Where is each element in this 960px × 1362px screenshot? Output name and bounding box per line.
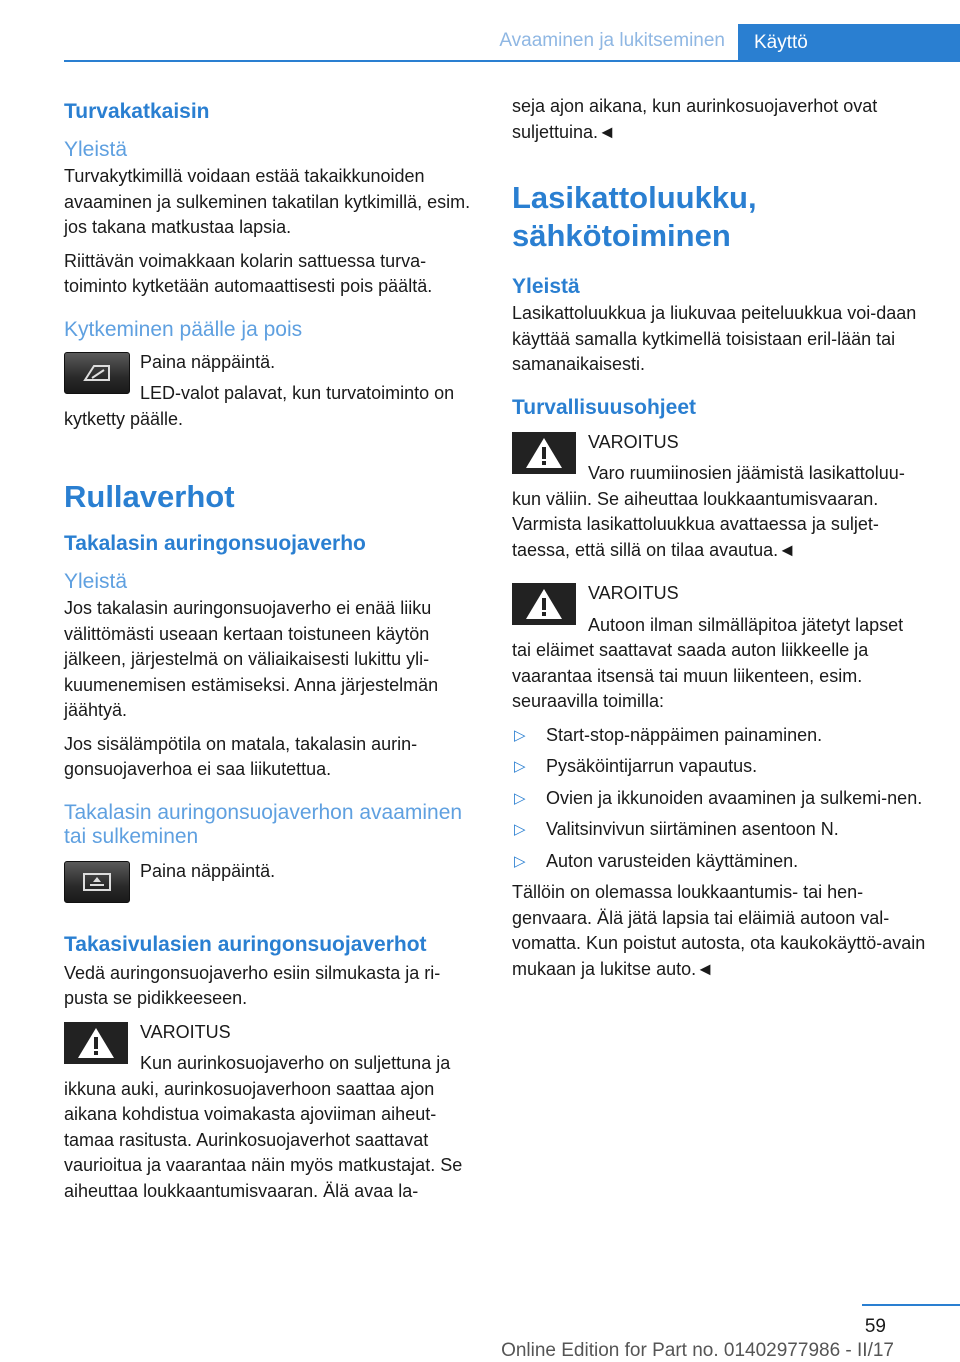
triangle-bullet-icon: ▷: [514, 726, 526, 744]
header-section-title: Avaaminen ja lukitseminen: [499, 30, 725, 51]
triangle-bullet-icon: ▷: [514, 821, 526, 838]
list-item: [512, 786, 926, 812]
paragraph: Paina näppäintä.: [140, 351, 276, 372]
warning-block: [64, 1020, 478, 1205]
paragraph: Riittävän voimakkaan kolarin sattuessa turva-toiminto kytketään automaattisesti pois päältä.: [64, 250, 433, 296]
instruction-sunshade: [64, 859, 478, 919]
paragraph: Jos sisälämpötila on matala, takalasin aurin-gonsuojaverhoa ei saa liikutettua.: [64, 733, 418, 779]
list-item-text: Ovien ja ikkunoiden avaaminen ja sulkemi-nen.: [546, 787, 923, 808]
warning-text: Kun aurinkosuojaverho on suljettuna ja ikkuna auki, aurinkosuojaverhoon saattaa ajon aikana kohdistua voimakasta ajoviiman aiheut-tamaa rasitusta. Aurinkosuojaverhot saattavat vaurioitua ja vaarantaa näin myös matkustajat. Se aiheuttaa loukkaantumisvaaran. Älä avaa la-: [64, 1053, 463, 1201]
heading-avaaminen: Takalasin auringonsuojaverhon avaaminen tai sulkeminen: [64, 800, 463, 848]
list-item: [512, 723, 926, 749]
list-item: [512, 817, 926, 843]
paragraph: Jos takalasin auringonsuojaverho ei enää liiku välittömästi useaan kertaan toistuneen käytön jälkeen, järjestelmä on väliaikaisesti lukittu yli-kuumenemisen estämiseksi. Anna järjestelmän jäähtyä.: [64, 598, 439, 720]
warning-triangle-icon: [512, 583, 576, 625]
triangle-bullet-icon: ▷: [514, 789, 526, 807]
warning-text: Varo ruumiinosien jäämistä lasikattoluu-kun väliin. Se aiheuttaa loukkaantumisvaaran. Varmista lasikattoluukkua avattaessa ja suljet-taessa, että sillä on tilaa avautua.◄: [512, 463, 905, 560]
header-chapter-tab: Käyttö: [738, 24, 960, 62]
edition-note: Online Edition for Part no. 01402977986 - II/17: [501, 1340, 894, 1361]
bullet-list: [512, 723, 926, 875]
page-number: 59: [864, 1316, 886, 1337]
header-rule: [64, 60, 960, 62]
heading-takalasin: Takalasin auringonsuojaverho: [64, 532, 366, 555]
warning-block: [512, 430, 926, 564]
list-item: [512, 849, 926, 875]
warning-block: [512, 581, 926, 715]
heading-lasikattoluukku: Lasikattoluukku, sähkötoiminen: [512, 180, 757, 253]
list-item-text: Pysäköintijarrun vapautus.: [546, 756, 758, 776]
list-item-text: Start-stop-näppäimen painaminen.: [546, 724, 823, 745]
paragraph: Tällöin on olemassa loukkaantumis- tai hen-genvaara. Älä jätä lapsia tai eläimiä autoon val-vomatta. Kun poistut autosta, ota kaukokäyttö-avain mukaan ja lukitse auto.◄: [512, 882, 926, 979]
page-header: [64, 24, 960, 62]
sunshade-icon: [64, 861, 130, 903]
paragraph: Paina näppäintä.: [140, 860, 276, 881]
warning-triangle-icon: [512, 432, 576, 474]
heading-kytkeminen: Kytkeminen päälle ja pois: [64, 317, 303, 341]
list-item-text: Auton varusteiden käyttäminen.: [546, 850, 799, 871]
paragraph: Lasikattoluukkua ja liukuvaa peiteluukkua voi-daan käyttää samalla kytkimellä toisistaan eril-lään tai samanaikaisesti.: [512, 303, 917, 374]
paragraph: LED-valot palavat, kun turvatoiminto on kytketty päälle.: [64, 383, 455, 429]
footer-rule: [862, 1304, 960, 1306]
window-lock-icon: [64, 352, 130, 394]
paragraph: Vedä auringonsuojaverho esiin silmukasta ja ri-pusta se pidikkeeseen.: [64, 962, 441, 1008]
heading-turvakatkaisin: Turvakatkaisin: [64, 100, 210, 123]
paragraph: Turvakytkimillä voidaan estää takaikkunoiden avaaminen ja sulkeminen takatilan kytkimillä, esim. jos takana matkustaa lapsia.: [64, 166, 471, 237]
heading-turvallisuusohjeet: Turvallisuusohjeet: [512, 395, 696, 419]
heading-yleista: Yleistä: [64, 570, 128, 593]
warning-text: Autoon ilman silmälläpitoa jätetyt lapset tai eläimet saattavat saada auton liikkeelle ja vaarantaa itsensä tai muun liikenteen, esim. seuraavilla toimilla:: [512, 614, 904, 711]
list-item: [512, 754, 926, 780]
heading-takasivulasien: Takasivulasien auringonsuojaverhot: [64, 932, 427, 956]
list-item-text: Valitsinvivun siirtäminen asentoon N.: [546, 819, 839, 839]
left-column: [64, 100, 478, 1212]
instruction-window-lock: [64, 350, 478, 439]
right-column: [512, 96, 926, 990]
warning-label: VAROITUS: [588, 431, 679, 452]
warning-label: VAROITUS: [140, 1021, 231, 1042]
heading-rullaverhot: Rullaverhot: [64, 479, 235, 514]
triangle-bullet-icon: ▷: [514, 758, 526, 775]
page-footer: [0, 1302, 960, 1362]
paragraph: seja ajon aikana, kun aurinkosuojaverhot ovat suljettuina.◄: [512, 96, 878, 142]
triangle-bullet-icon: ▷: [514, 852, 526, 870]
heading-yleista: Yleistä: [512, 275, 580, 298]
warning-triangle-icon: [64, 1022, 128, 1064]
heading-yleista: Yleistä: [64, 138, 128, 161]
warning-label: VAROITUS: [588, 583, 679, 603]
